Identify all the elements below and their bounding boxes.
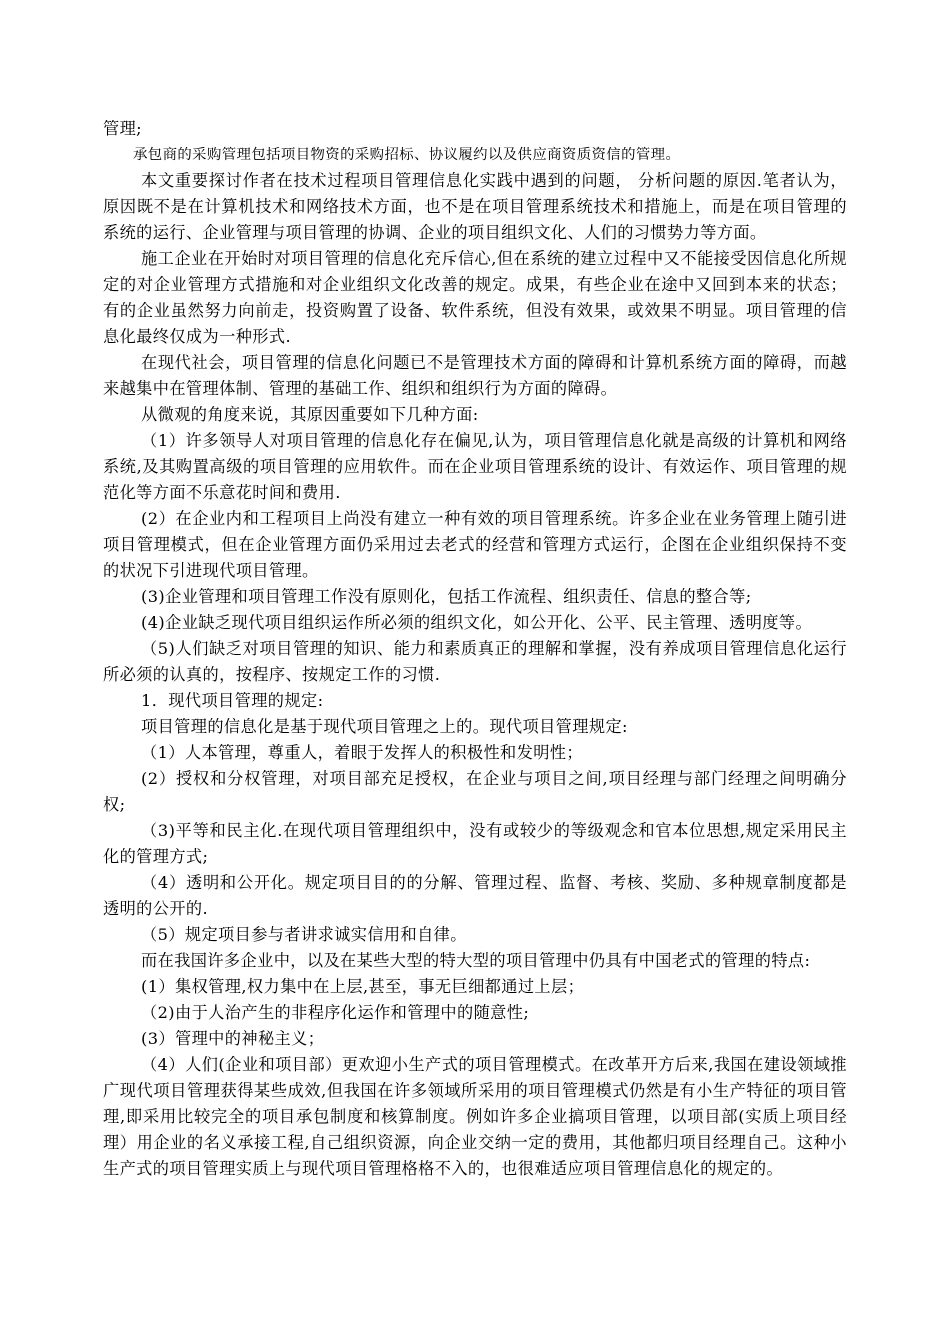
list-item: （4）人们(企业和项目部）更欢迎小生产式的项目管理模式。在改革开方后来,我国在建设领域推广现代项目管理获得某些成效,但我国在许多领域所采用的项目管理模式仍然是有小生产特征的项目管理,即采用比较完全的项目承包制度和核算制度。例如许多企业搞项目管理，以项目部(实质上项目经理）用企业的名义承接工程,自己组织资源，向企业交纳一定的费用，其他都归项目经理自己。这种小生产式的项目管理实质上与现代项目管理格格不入的，也很难适应项目管理信息化的规定的。	[103, 1055, 847, 1178]
paragraph: 本文重要探讨作者在技术过程项目管理信息化实践中遇到的问题， 分析问题的原因.笔者认为，原因既不是在计算机技术和网络技术方面，也不是在项目管理系统技术和措施上，而是在项目管理的系统的运行、企业管理与项目管理的协调、企业的项目组织文化、人们的习惯势力等方面。	[103, 171, 847, 242]
list-item: （5)人们缺乏对项目管理的知识、能力和素质真正的理解和掌握，没有养成项目管理信息化运行所必须的认真的，按程序、按规定工作的习惯.	[103, 639, 847, 684]
paragraph: 管理;	[103, 119, 143, 138]
list-item: （4）透明和公开化。规定项目目的的分解、管理过程、监督、考核、奖励、多种规章制度都是透明的公开的.	[103, 873, 847, 918]
list-item: （1）许多领导人对项目管理的信息化存在偏见,认为，项目管理信息化就是高级的计算机和网络系统,及其购置高级的项目管理的应用软件。而在企业项目管理系统的设计、有效运作、项目管理的规范化等方面不乐意花时间和费用.	[103, 431, 847, 502]
paragraph: 项目管理的信息化是基于现代项目管理之上的。现代项目管理规定:	[141, 717, 628, 736]
paragraph: 在现代社会，项目管理的信息化问题已不是管理技术方面的障碍和计算机系统方面的障碍，而越来越集中在管理体制、管理的基础工作、组织和组织行为方面的障碍。	[103, 353, 847, 398]
list-item: (4)企业缺乏现代项目组织运作所必须的组织文化，如公开化、公平、民主管理、透明度等。	[141, 613, 813, 632]
list-item: (2）在企业内和工程项目上尚没有建立一种有效的项目管理系统。许多企业在业务管理上随引进项目管理模式，但在企业管理方面仍采用过去老式的经营和管理方式运行，企图在企业组织保持不变的状况下引进现代项目管理。	[103, 509, 847, 580]
paragraph: 从微观的角度来说，其原因重要如下几种方面:	[141, 405, 479, 424]
paragraph: 而在我国许多企业中，以及在某些大型的特大型的项目管理中仍具有中国老式的管理的特点:	[141, 951, 811, 970]
list-item: （2)由于人治产生的非程序化运作和管理中的随意性;	[141, 1003, 530, 1022]
list-item: （5）规定项目参与者讲求诚实信用和自律。	[141, 925, 467, 944]
list-item: (2）授权和分权管理，对项目部充足授权，在企业与项目之间,项目经理与部门经理之间明确分权;	[103, 769, 847, 814]
list-item: (3）管理中的神秘主义；	[141, 1029, 325, 1048]
list-item: （3)平等和民主化.在现代项目管理组织中，没有或较少的等级观念和官本位思想,规定采用民主化的管理方式;	[103, 821, 847, 866]
document-body	[103, 116, 847, 1182]
paragraph: 施工企业在开始时对项目管理的信息化充斥信心,但在系统的建立过程中又不能接受因信息化所规定的对企业管理方式措施和对企业组织文化改善的规定。成果，有些企业在途中又回到本来的状态；有的企业虽然努力向前走，投资购置了设备、软件系统，但没有效果，或效果不明显。项目管理的信息化最终仅成为一种形式.	[103, 249, 847, 346]
list-item: （1）人本管理，尊重人，着眼于发挥人的积极性和发明性；	[141, 743, 583, 762]
paragraph: 承包商的采购管理包括项目物资的采购招标、协议履约以及供应商资质资信的管理。	[133, 147, 681, 163]
section-heading: 1．现代项目管理的规定:	[141, 691, 324, 710]
list-item: (1）集权管理,权力集中在上层,甚至，事无巨细都通过上层；	[141, 977, 585, 996]
list-item: (3)企业管理和项目管理工作没有原则化，包括工作流程、组织责任、信息的整合等;	[141, 587, 752, 606]
